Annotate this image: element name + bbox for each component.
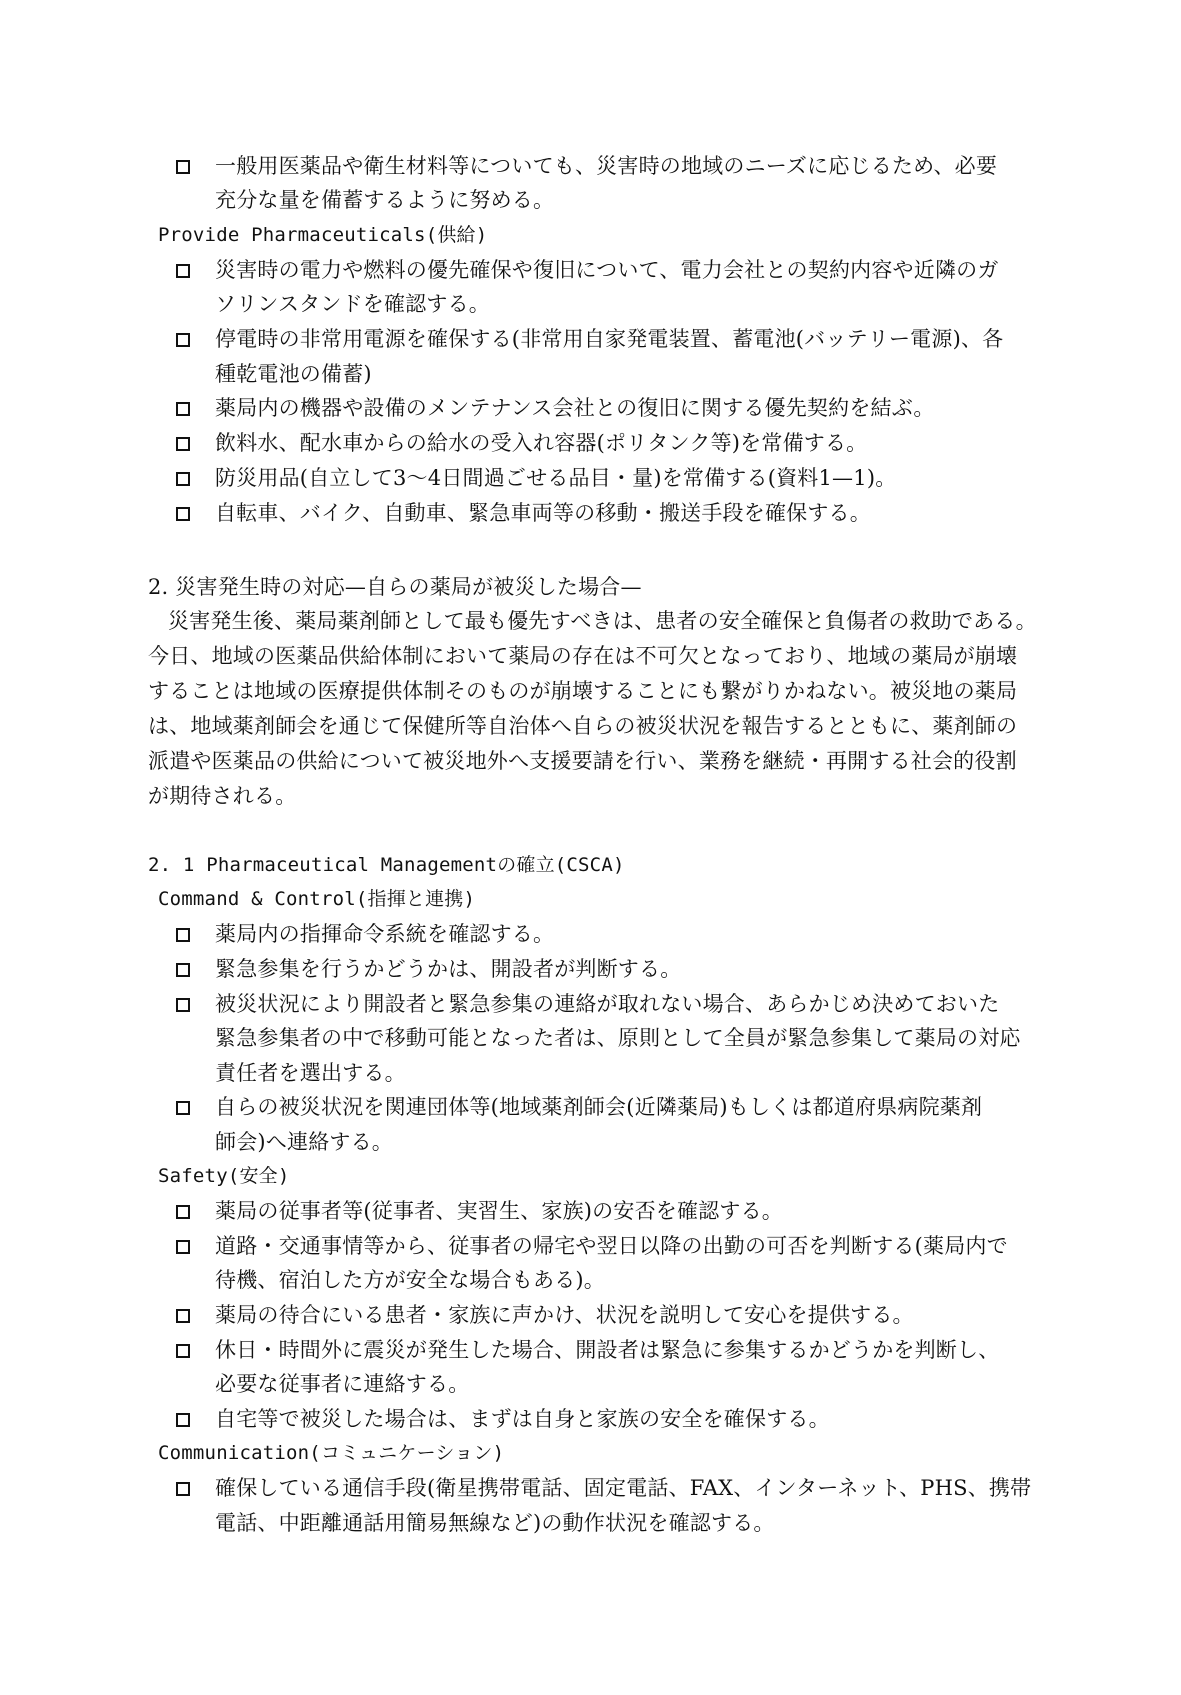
checkbox-icon xyxy=(176,402,190,416)
checkbox-icon xyxy=(176,437,190,451)
checkbox-icon xyxy=(176,472,190,486)
checkbox-icon xyxy=(176,1240,190,1254)
checkbox-icon xyxy=(176,928,190,942)
list-item-text: 自宅等で被災した場合は、まずは自身と家族の安全を確保する。 xyxy=(215,1407,830,1431)
list-item-text: 必要な従事者に連絡する。 xyxy=(215,1372,470,1396)
paragraph-line: 災害発生後、薬局薬剤師として最も優先すべきは、患者の安全確保と負傷者の救助である。 xyxy=(168,609,1037,633)
list-item-text: 種乾電池の備蓄) xyxy=(215,362,372,386)
checkbox-icon xyxy=(176,160,190,174)
list-item-text: 充分な量を備蓄するように努める。 xyxy=(215,188,555,212)
checkbox-icon xyxy=(176,1101,190,1115)
section-heading: 2. 災害発生時の対応—自らの薬局が被災した場合— xyxy=(148,575,642,599)
checkbox-icon xyxy=(176,963,190,977)
list-item-text: 薬局の待合にいる患者・家族に声かけ、状況を説明して安心を提供する。 xyxy=(215,1303,914,1327)
list-item-text: 薬局の従事者等(従事者、実習生、家族)の安否を確認する。 xyxy=(215,1199,783,1223)
list-item-text: 緊急参集を行うかどうかは、開設者が判断する。 xyxy=(215,957,682,981)
checkbox-icon xyxy=(176,1482,190,1496)
checkbox-icon xyxy=(176,1309,190,1323)
list-item-text: 電話、中距離通話用簡易無線など)の動作状況を確認する。 xyxy=(215,1511,775,1535)
list-item-text: 自転車、バイク、自動車、緊急車両等の移動・搬送手段を確保する。 xyxy=(215,501,871,525)
checkbox-icon xyxy=(176,507,190,521)
checkbox-icon xyxy=(176,264,190,278)
list-item-text: 自らの被災状況を関連団体等(地域薬剤師会(近隣薬局)もしくは都道府県病院薬剤 xyxy=(215,1095,983,1119)
paragraph-line: が期待される。 xyxy=(148,784,297,808)
list-item-text: 被災状況により開設者と緊急参集の連絡が取れない場合、あらかじめ決めておいた xyxy=(215,992,1000,1016)
list-item-text: 待機、宿泊した方が安全な場合もある)。 xyxy=(215,1268,605,1292)
paragraph-line: することは地域の医療提供体制そのものが崩壊することにも繋がりかねない。被災地の薬局 xyxy=(148,679,1018,703)
paragraph-line: 派遣や医薬品の供給について被災地外へ支援要請を行い、業務を継続・再開する社会的役割 xyxy=(148,749,1017,773)
list-item-text: 防災用品(自立して3〜4日間過ごせる品目・量)を常備する(資料1—1)。 xyxy=(215,466,897,490)
list-item-text: 確保している通信手段(衛星携帯電話、固定電話、FAX、インターネット、PHS、携帯 xyxy=(215,1476,1032,1500)
list-item-text: 道路・交通事情等から、従事者の帰宅や翌日以降の出勤の可否を判断する(薬局内で xyxy=(215,1234,1008,1258)
list-item-text: 一般用医薬品や衛生材料等についても、災害時の地域のニーズに応じるため、必要 xyxy=(215,154,998,178)
subheading-safety: Safety(安全) xyxy=(158,1165,290,1187)
list-item-text: 薬局内の指揮命令系統を確認する。 xyxy=(215,922,555,946)
checkbox-icon xyxy=(176,998,190,1012)
subheading-provide: Provide Pharmaceuticals(供給) xyxy=(158,224,488,246)
list-item-text: 責任者を選出する。 xyxy=(215,1061,406,1085)
checkbox-icon xyxy=(176,1205,190,1219)
subheading-command: Command & Control(指揮と連携) xyxy=(158,888,476,910)
subheading-communication: Communication(コミュニケーション) xyxy=(158,1442,505,1464)
section-heading: 2. 1 Pharmaceutical Managementの確立(CSCA) xyxy=(148,854,625,876)
list-item-text: ソリンスタンドを確認する。 xyxy=(215,292,490,316)
checkbox-icon xyxy=(176,333,190,347)
checkbox-icon xyxy=(176,1413,190,1427)
list-item-text: 飲料水、配水車からの給水の受入れ容器(ポリタンク等)を常備する。 xyxy=(215,431,868,455)
checkbox-icon xyxy=(176,1344,190,1358)
list-item-text: 休日・時間外に震災が発生した場合、開設者は緊急に参集するかどうかを判断し、 xyxy=(215,1338,1000,1362)
list-item-text: 災害時の電力や燃料の優先確保や復旧について、電力会社との契約内容や近隣のガ xyxy=(215,258,999,282)
list-item-text: 停電時の非常用電源を確保する(非常用自家発電装置、蓄電池(バッテリー電源)、各 xyxy=(215,327,1004,351)
list-item-text: 緊急参集者の中で移動可能となった者は、原則として全員が緊急参集して薬局の対応 xyxy=(215,1026,1021,1050)
list-item-text: 薬局内の機器や設備のメンテナンス会社との復旧に関する優先契約を結ぶ。 xyxy=(215,396,935,420)
paragraph-line: は、地域薬剤師会を通じて保健所等自治体へ自らの被災状況を報告するとともに、薬剤師の xyxy=(148,714,1018,738)
paragraph-line: 今日、地域の医薬品供給体制において薬局の存在は不可欠となっており、地域の薬局が崩壊 xyxy=(148,644,1018,668)
list-item-text: 師会)へ連絡する。 xyxy=(215,1130,393,1154)
